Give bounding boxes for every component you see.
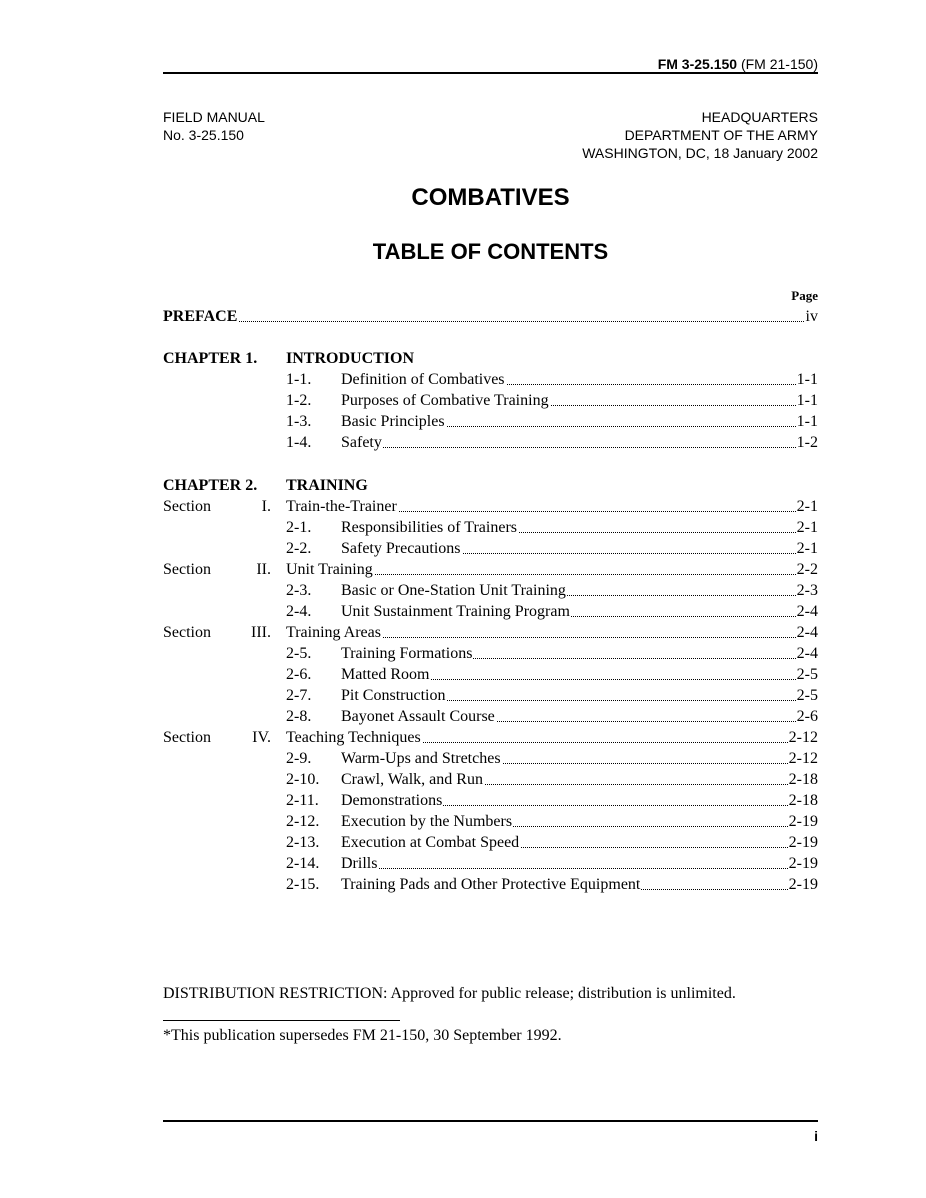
section-roman: II. xyxy=(256,561,271,578)
toc-section[interactable] xyxy=(163,559,818,580)
toc-entry[interactable] xyxy=(163,664,818,685)
entry-title: Definition of Combatives xyxy=(341,371,505,388)
entry-page: 2-1 xyxy=(796,540,818,557)
entry-title: Basic Principles xyxy=(341,413,445,430)
entry-number: 2-14. xyxy=(286,855,320,872)
section-roman: IV. xyxy=(252,729,271,746)
toc-entry[interactable] xyxy=(163,601,818,622)
section-word: Section xyxy=(163,561,211,578)
manual-number: FM 3-25.150 xyxy=(657,56,738,72)
toc-entry[interactable] xyxy=(163,874,818,895)
header-left xyxy=(163,108,265,144)
section-roman: III. xyxy=(251,624,271,641)
entry-number: 2-12. xyxy=(286,813,320,830)
entry-title: Bayonet Assault Course xyxy=(341,708,495,725)
toc-section[interactable] xyxy=(163,496,818,517)
toc-entry[interactable] xyxy=(163,832,818,853)
entry-title: Training Pads and Other Protective Equipment xyxy=(341,876,641,893)
entry-page: 2-18 xyxy=(788,792,818,809)
entry-page: 2-4 xyxy=(796,603,818,620)
entry-number: 2-13. xyxy=(286,834,320,851)
dot-leader xyxy=(341,447,818,448)
toc-entry[interactable] xyxy=(163,369,818,390)
dot-leader xyxy=(163,321,818,322)
running-head xyxy=(163,56,818,72)
footnote-rule xyxy=(163,1020,400,1021)
entry-title: Pit Construction xyxy=(341,687,446,704)
toc-entry[interactable] xyxy=(163,643,818,664)
entry-number: 2-10. xyxy=(286,771,320,788)
bottom-rule xyxy=(163,1120,818,1122)
toc-title: TABLE OF CONTENTS xyxy=(372,239,609,264)
entry-title: Drills xyxy=(341,855,378,872)
chapter-label: CHAPTER 1. xyxy=(163,350,258,367)
chapter-name: INTRODUCTION xyxy=(286,350,415,367)
page-number: i xyxy=(814,1128,818,1144)
entry-number: 2-9. xyxy=(286,750,312,767)
section-word: Section xyxy=(163,498,211,515)
entry-page: 2-4 xyxy=(796,624,818,641)
entry-page: 2-4 xyxy=(796,645,818,662)
entry-title: Execution at Combat Speed xyxy=(341,834,520,851)
entry-number: 1-1. xyxy=(286,371,312,388)
superseded-number: (FM 21-150) xyxy=(737,56,818,72)
toc-entry[interactable] xyxy=(163,811,818,832)
entry-title: Unit Training xyxy=(286,561,373,578)
entry-title: Teaching Techniques xyxy=(286,729,421,746)
headquarters-label: HEADQUARTERS xyxy=(701,109,818,125)
distribution-restriction: DISTRIBUTION RESTRICTION: Approved for public release; distribution is unlimited. xyxy=(163,985,736,1002)
toc-entry[interactable] xyxy=(163,538,818,559)
entry-page: 2-19 xyxy=(788,876,818,893)
toc-preface[interactable] xyxy=(163,306,818,327)
toc-entry[interactable] xyxy=(163,580,818,601)
document-title: COMBATIVES xyxy=(411,184,570,211)
toc-entry[interactable] xyxy=(163,517,818,538)
toc-entry[interactable] xyxy=(163,685,818,706)
entry-title: Crawl, Walk, and Run xyxy=(341,771,483,788)
top-rule xyxy=(163,72,818,74)
entry-page: 2-19 xyxy=(788,855,818,872)
entry-number: 2-3. xyxy=(286,582,312,599)
entry-page: 2-5 xyxy=(796,687,818,704)
toc-chapter-2 xyxy=(163,475,818,496)
entry-title: Matted Room xyxy=(341,666,430,683)
section-roman: I. xyxy=(261,498,271,515)
entry-page: 2-1 xyxy=(796,519,818,536)
entry-page: 2-19 xyxy=(788,834,818,851)
preface-page: iv xyxy=(805,308,818,325)
section-word: Section xyxy=(163,624,211,641)
entry-title: Training Areas xyxy=(286,624,381,641)
entry-page: 2-12 xyxy=(788,750,818,767)
entry-title: Basic or One-Station Unit Training xyxy=(341,582,566,599)
entry-number: 2-8. xyxy=(286,708,312,725)
toc-entry[interactable] xyxy=(163,790,818,811)
entry-page: 2-12 xyxy=(788,729,818,746)
entry-page: 2-5 xyxy=(796,666,818,683)
supersedes-note: *This publication supersedes FM 21-150, 30 September 1992. xyxy=(163,1027,562,1044)
toc-section[interactable] xyxy=(163,622,818,643)
entry-number: 2-15. xyxy=(286,876,320,893)
dot-leader xyxy=(341,868,818,869)
entry-title: Demonstrations xyxy=(341,792,443,809)
entry-number: 2-1. xyxy=(286,519,312,536)
entry-title: Training Formations xyxy=(341,645,473,662)
entry-title: Purposes of Combative Training xyxy=(341,392,549,409)
entry-number: 2-2. xyxy=(286,540,312,557)
entry-page: 2-3 xyxy=(796,582,818,599)
entry-number: 2-6. xyxy=(286,666,312,683)
department-label: DEPARTMENT OF THE ARMY xyxy=(624,127,818,143)
entry-page: 1-1 xyxy=(796,413,818,430)
section-word: Section xyxy=(163,729,211,746)
entry-title: Train-the-Trainer xyxy=(286,498,397,515)
preface-label: PREFACE xyxy=(163,308,238,325)
header-right xyxy=(582,108,818,162)
entry-title: Safety Precautions xyxy=(341,540,461,557)
toc-entry[interactable] xyxy=(163,769,818,790)
page-column-label: Page xyxy=(791,288,818,303)
toc-entry[interactable] xyxy=(163,390,818,411)
entry-title: Execution by the Numbers xyxy=(341,813,513,830)
toc-entry[interactable] xyxy=(163,748,818,769)
entry-title: Unit Sustainment Training Program xyxy=(341,603,570,620)
entry-number: 2-11. xyxy=(286,792,319,809)
toc-section[interactable] xyxy=(163,727,818,748)
field-manual-label: FIELD MANUAL xyxy=(163,109,265,125)
entry-number: 1-4. xyxy=(286,434,312,451)
toc-entry[interactable] xyxy=(163,706,818,727)
toc-entry[interactable] xyxy=(163,411,818,432)
toc-entry[interactable] xyxy=(163,853,818,874)
entry-number: 2-5. xyxy=(286,645,312,662)
manual-number-label: No. 3-25.150 xyxy=(163,127,244,143)
entry-page: 2-2 xyxy=(796,561,818,578)
entry-page: 2-6 xyxy=(796,708,818,725)
entry-page: 1-2 xyxy=(796,434,818,451)
entry-title: Safety xyxy=(341,434,382,451)
entry-page: 2-19 xyxy=(788,813,818,830)
chapter-name: TRAINING xyxy=(286,477,368,494)
entry-title: Responsibilities of Trainers xyxy=(341,519,518,536)
entry-number: 2-7. xyxy=(286,687,312,704)
entry-title: Warm-Ups and Stretches xyxy=(341,750,501,767)
entry-page: 1-1 xyxy=(796,392,818,409)
entry-number: 1-3. xyxy=(286,413,312,430)
chapter-label: CHAPTER 2. xyxy=(163,477,258,494)
entry-page: 2-18 xyxy=(788,771,818,788)
toc-entry[interactable] xyxy=(163,432,818,453)
entry-page: 1-1 xyxy=(796,371,818,388)
location-date-label: WASHINGTON, DC, 18 January 2002 xyxy=(582,145,818,161)
toc-chapter-1 xyxy=(163,348,818,369)
entry-number: 1-2. xyxy=(286,392,312,409)
entry-number: 2-4. xyxy=(286,603,312,620)
entry-page: 2-1 xyxy=(796,498,818,515)
